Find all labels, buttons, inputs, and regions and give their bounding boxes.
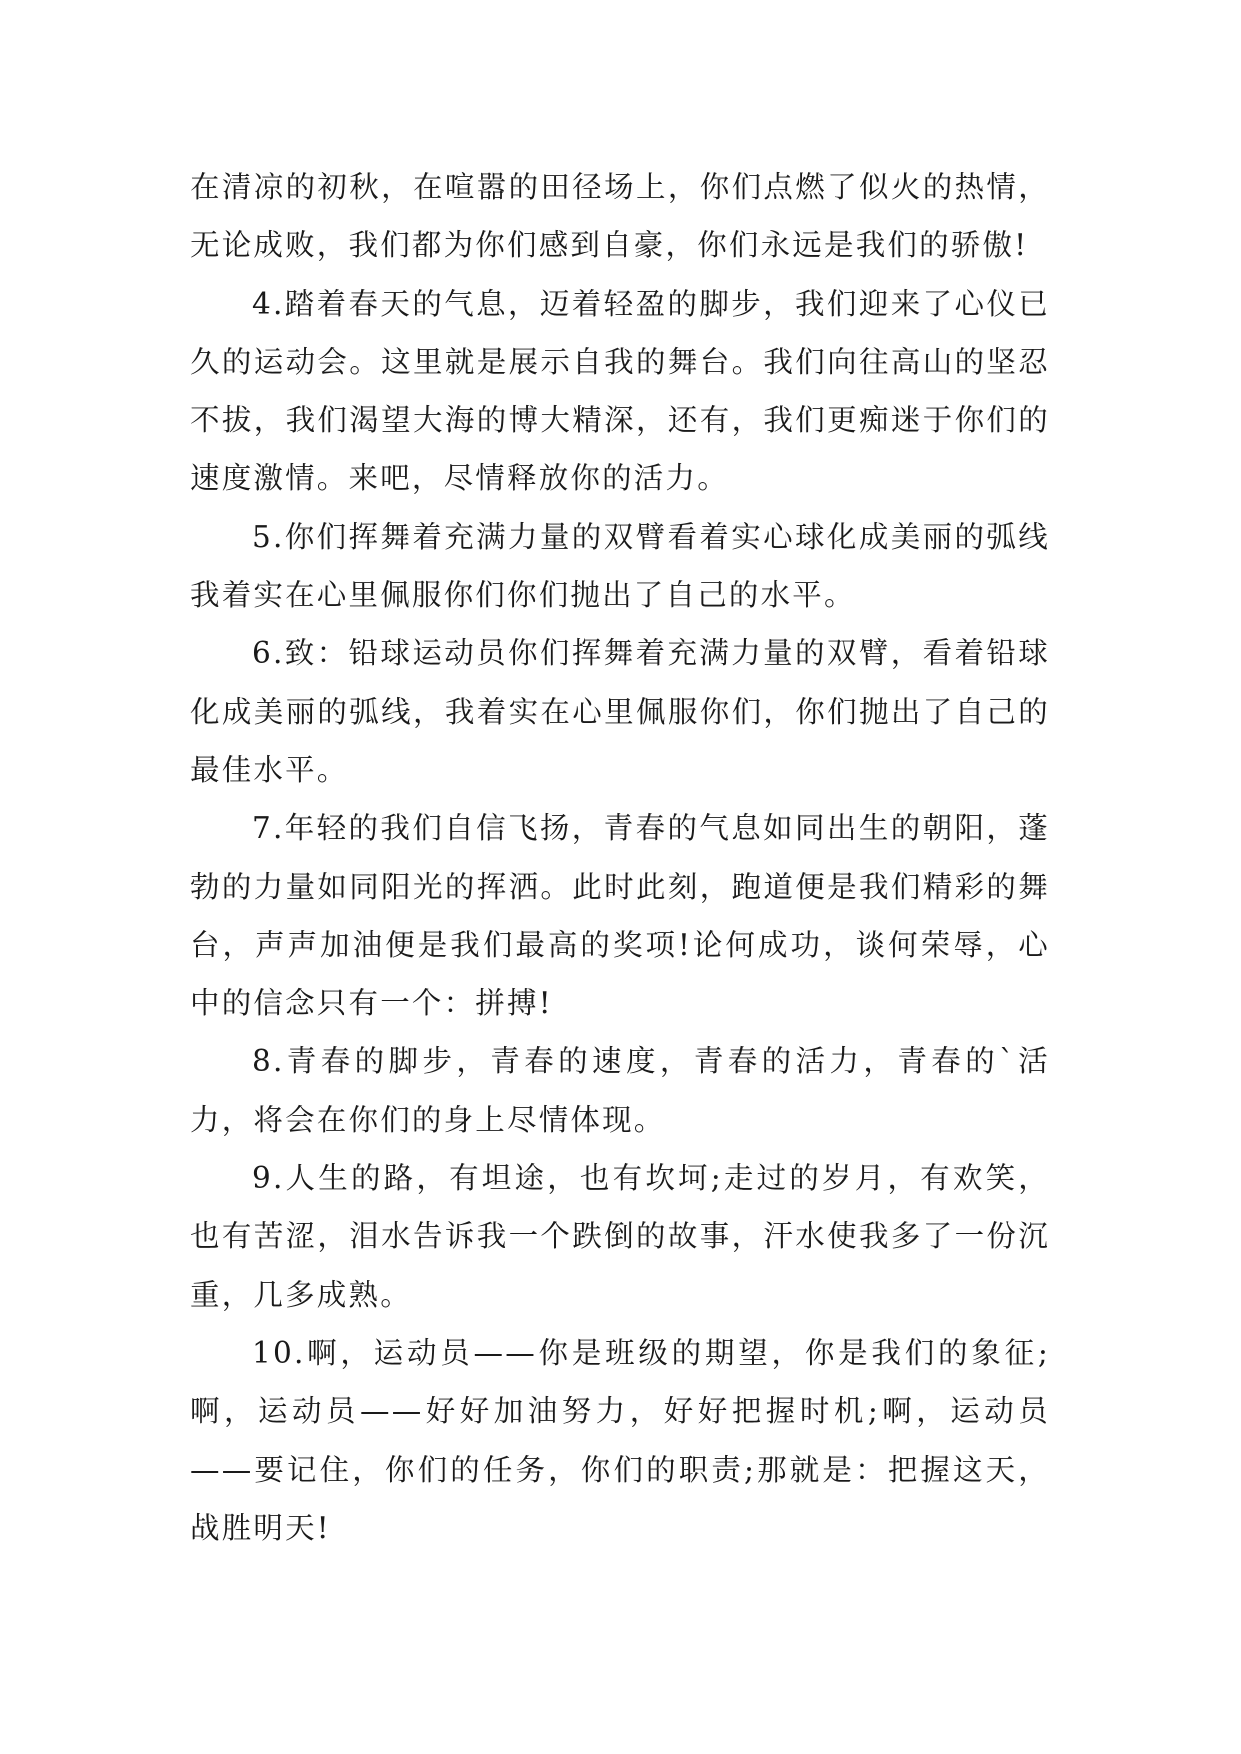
paragraph-5: 7.年轻的我们自信飞扬，青春的气息如同出生的朝阳，蓬勃的力量如同阳光的挥洒。此时此刻，跑道便是我们精彩的舞台，声声加油便是我们最高的奖项!论何成功，谈何荣辱，心中的信念只有一个：拼搏! — [190, 811, 1050, 1021]
paragraph-3: 5.你们挥舞着充满力量的双臂看着实心球化成美丽的弧线我着实在心里佩服你们你们抛出了自己的水平。 — [190, 519, 1050, 613]
paragraph-2: 4.踏着春天的气息，迈着轻盈的脚步，我们迎来了心仪已久的运动会。这里就是展示自我的舞台。我们向往高山的坚忍不拔，我们渴望大海的博大精深，还有，我们更痴迷于你们的速度激情。来吧，尽情释放你的活力。 — [190, 286, 1050, 496]
paragraph-7: 9.人生的路，有坦途，也有坎坷;走过的岁月，有欢笑，也有苦涩，泪水告诉我一个跌倒的故事，汗水使我多了一份沉重，几多成熟。 — [190, 1161, 1050, 1312]
paragraph-8: 10.啊，运动员——你是班级的期望，你是我们的象征;啊，运动员——好好加油努力，好好把握时机;啊，运动员——要记住，你们的任务，你们的职责;那就是：把握这天，战胜明天! — [190, 1335, 1050, 1545]
document-body — [190, 158, 1050, 1557]
paragraph-4: 6.致：铅球运动员你们挥舞着充满力量的双臂，看着铅球化成美丽的弧线，我着实在心里佩服你们，你们抛出了自己的最佳水平。 — [190, 636, 1050, 787]
paragraph-1: 在清凉的初秋，在喧嚣的田径场上，你们点燃了似火的热情，无论成败，我们都为你们感到自豪，你们永远是我们的骄傲! — [190, 170, 1050, 263]
paragraph-6: 8.青春的脚步，青春的速度，青春的活力，青春的`活力，将会在你们的身上尽情体现。 — [190, 1044, 1050, 1137]
